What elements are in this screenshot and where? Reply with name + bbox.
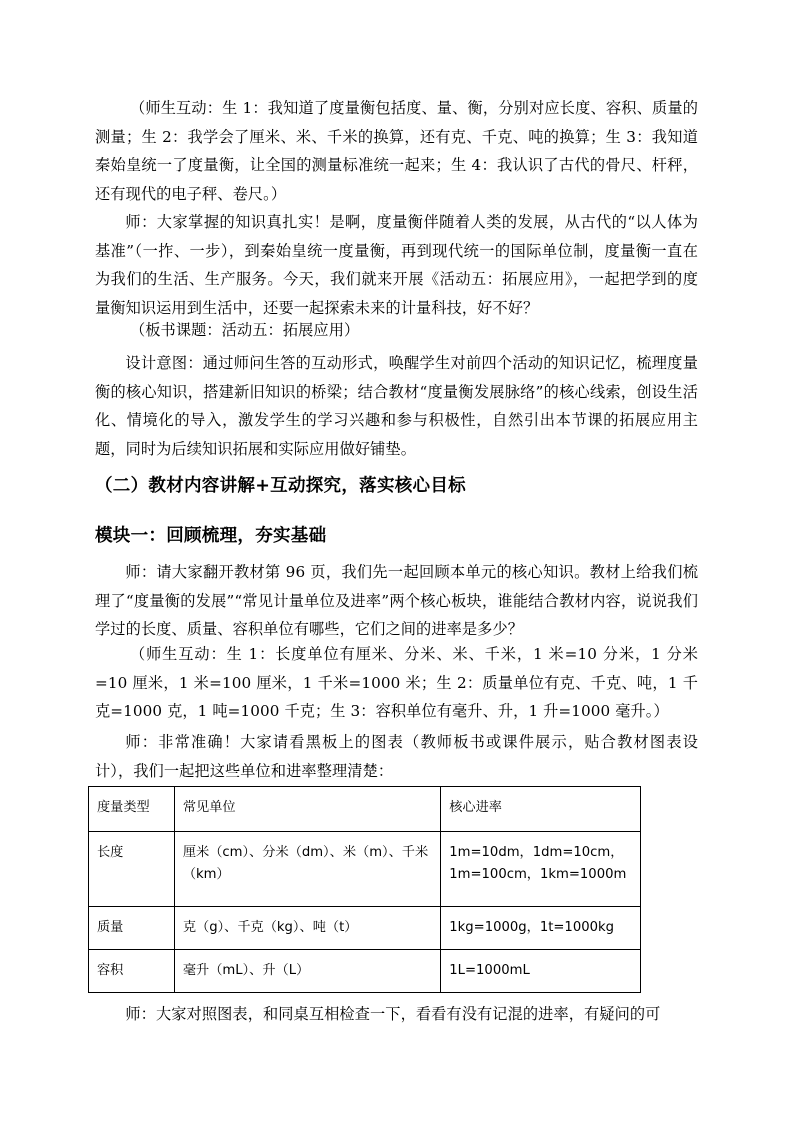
section-heading: （二）教材内容讲解+互动探究，落实核心目标 [95, 476, 466, 496]
teacher-review-paragraph: 师：请大家翻开教材第 96 页，我们先一起回顾本单元的核心知识。教材上给我们梳理了“度量衡的发展”“常见计量单位及进率”两个核心板块，谁能结合教材内容，说说我们学过的长度、质量、容积单位有哪些，它们之间的进率是多少？ [95, 563, 698, 639]
cell-units: 克（g）、千克（kg）、吨（t） [174, 907, 440, 950]
table-row [89, 907, 641, 950]
teacher-check-paragraph: 师：大家对照图表，和同桌互相检查一下，看看有没有记混的进率，有疑问的可 [125, 1005, 661, 1023]
units-table [88, 786, 641, 993]
interaction-note-paragraph: （师生互动：生 1：我知道了度量衡包括度、量、衡，分别对应长度、容积、质量的测量；生 2：我学会了厘米、米、千米的换算，还有克、千克、吨的换算；生 3：我知道秦始皇统一了度量衡，让全国的测量标准统一起来；生 4：我认识了古代的骨尺、杆秤，还有现代的电子秤、卷尺。） [95, 99, 698, 203]
header-common-units: 常见单位 [174, 787, 440, 832]
board-title-paragraph: （板书课题：活动五：拓展应用） [129, 321, 360, 339]
cell-units: 厘米（cm）、分米（dm）、米（m）、千米（km） [174, 832, 440, 907]
module-heading: 模块一：回顾梳理，夯实基础 [95, 526, 327, 546]
header-measure-type: 度量类型 [89, 787, 175, 832]
cell-type: 长度 [89, 832, 175, 907]
cell-type: 容积 [89, 950, 175, 993]
teacher-intro-paragraph: 师：大家掌握的知识真扎实！是啊，度量衡伴随着人类的发展，从古代的“以人体为基准”（一拃、一步），到秦始皇统一度量衡，再到现代统一的国际单位制，度量衡一直在为我们的生活、生产服务。今天，我们就来开展《活动五：拓展应用》，一起把学到的度量衡知识运用到生活中，还要一起探索未来的计量科技，好不好？ [95, 213, 698, 317]
cell-units: 毫升（mL）、升（L） [174, 950, 440, 993]
teacher-chart-paragraph: 师：非常准确！大家请看黑板上的图表（教师板书或课件展示，贴合教材图表设计），我们一起把这些单位和进率整理清楚： [95, 733, 698, 780]
table-row [89, 950, 641, 993]
table-row [89, 832, 641, 907]
table-header-row [89, 787, 641, 832]
cell-rates: 1kg=1000g，1t=1000kg [441, 907, 641, 950]
cell-rates: 1m=10dm，1dm=10cm，1m=100cm，1km=1000m [441, 832, 641, 907]
cell-type: 质量 [89, 907, 175, 950]
header-core-rates: 核心进率 [441, 787, 641, 832]
student-answers-paragraph: （师生互动：生 1：长度单位有厘米、分米、米、千米，1 米=10 分米，1 分米=10 厘米，1 米=100 厘米，1 千米=1000 米；生 2：质量单位有克、千克、吨，1 千克=1000 克，1 吨=1000 千克；生 3：容积单位有毫升、升，1 升=1000 毫升。） [95, 645, 698, 721]
design-intent-paragraph: 设计意图：通过师问生答的互动形式，唤醒学生对前四个活动的知识记忆，梳理度量衡的核心知识，搭建新旧知识的桥梁；结合教材“度量衡发展脉络”的核心线索，创设生活化、情境化的导入，激发学生的学习兴趣和参与积极性，自然引出本节课的拓展应用主题，同时为后续知识拓展和实际应用做好铺垫。 [95, 354, 698, 458]
cell-rates: 1L=1000mL [441, 950, 641, 993]
